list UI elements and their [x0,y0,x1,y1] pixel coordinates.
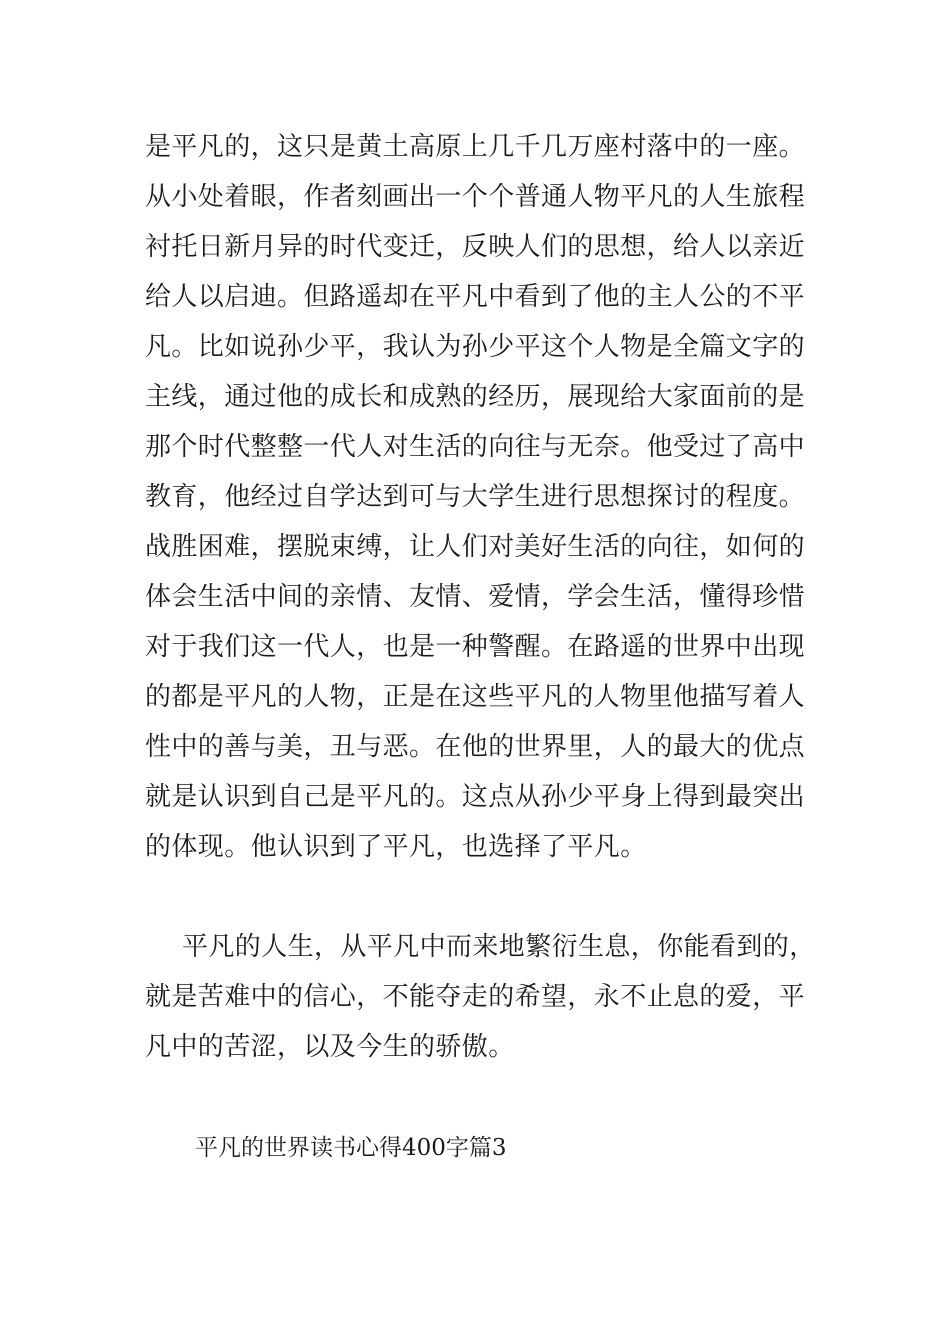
paragraph2-line-1: 平凡的人生，从平凡中而来地繁衍生息，你能看到的， [182,932,816,962]
paragraph1-line-8: 教育，他经过自学达到可与大学生进行思想探讨的程度。 [145,482,806,512]
paragraph1-line-2: 从小处着眼，作者刻画出一个个普通人物平凡的人生旅程 [145,182,806,212]
paragraph1-line-14: 就是认识到自己是平凡的。这点从孙少平身上得到最突出 [145,782,806,812]
paragraph1-line-11: 对于我们这一代人，也是一种警醒。在路遥的世界中出现 [145,632,806,662]
paragraph1-line-12: 的都是平凡的人物，正是在这些平凡的人物里他描写着人 [145,682,806,712]
paragraph1-line-1: 是平凡的，这只是黄土高原上几千几万座村落中的一座。 [145,132,806,162]
paragraph1-line-13: 性中的善与美，丑与恶。在他的世界里，人的最大的优点 [145,732,806,762]
paragraph1-line-9: 战胜困难，摆脱束缚，让人们对美好生活的向往，如何的 [145,532,806,562]
paragraph1-line-15: 的体现。他认识到了平凡，也选择了平凡。 [145,832,647,862]
section-heading: 平凡的世界读书心得400字篇3 [195,1135,507,1161]
paragraph1-line-3: 衬托日新月异的时代变迁，反映人们的思想，给人以亲近 [145,232,806,262]
paragraph1-line-4: 给人以启迪。但路遥却在平凡中看到了他的主人公的不平 [145,282,806,312]
paragraph1-line-6: 主线，通过他的成长和成熟的经历，展现给大家面前的是 [145,382,806,412]
paragraph2-line-2: 就是苦难中的信心，不能夺走的希望，永不止息的爱，平 [145,982,806,1012]
paragraph1-line-5: 凡。比如说孙少平，我认为孙少平这个人物是全篇文字的 [145,332,806,362]
paragraph1-line-7: 那个时代整整一代人对生活的向往与无奈。他受过了高中 [145,432,806,462]
paragraph2-line-3: 凡中的苦涩，以及今生的骄傲。 [145,1032,515,1062]
paragraph1-line-10: 体会生活中间的亲情、友情、爱情，学会生活，懂得珍惜 [145,582,806,612]
